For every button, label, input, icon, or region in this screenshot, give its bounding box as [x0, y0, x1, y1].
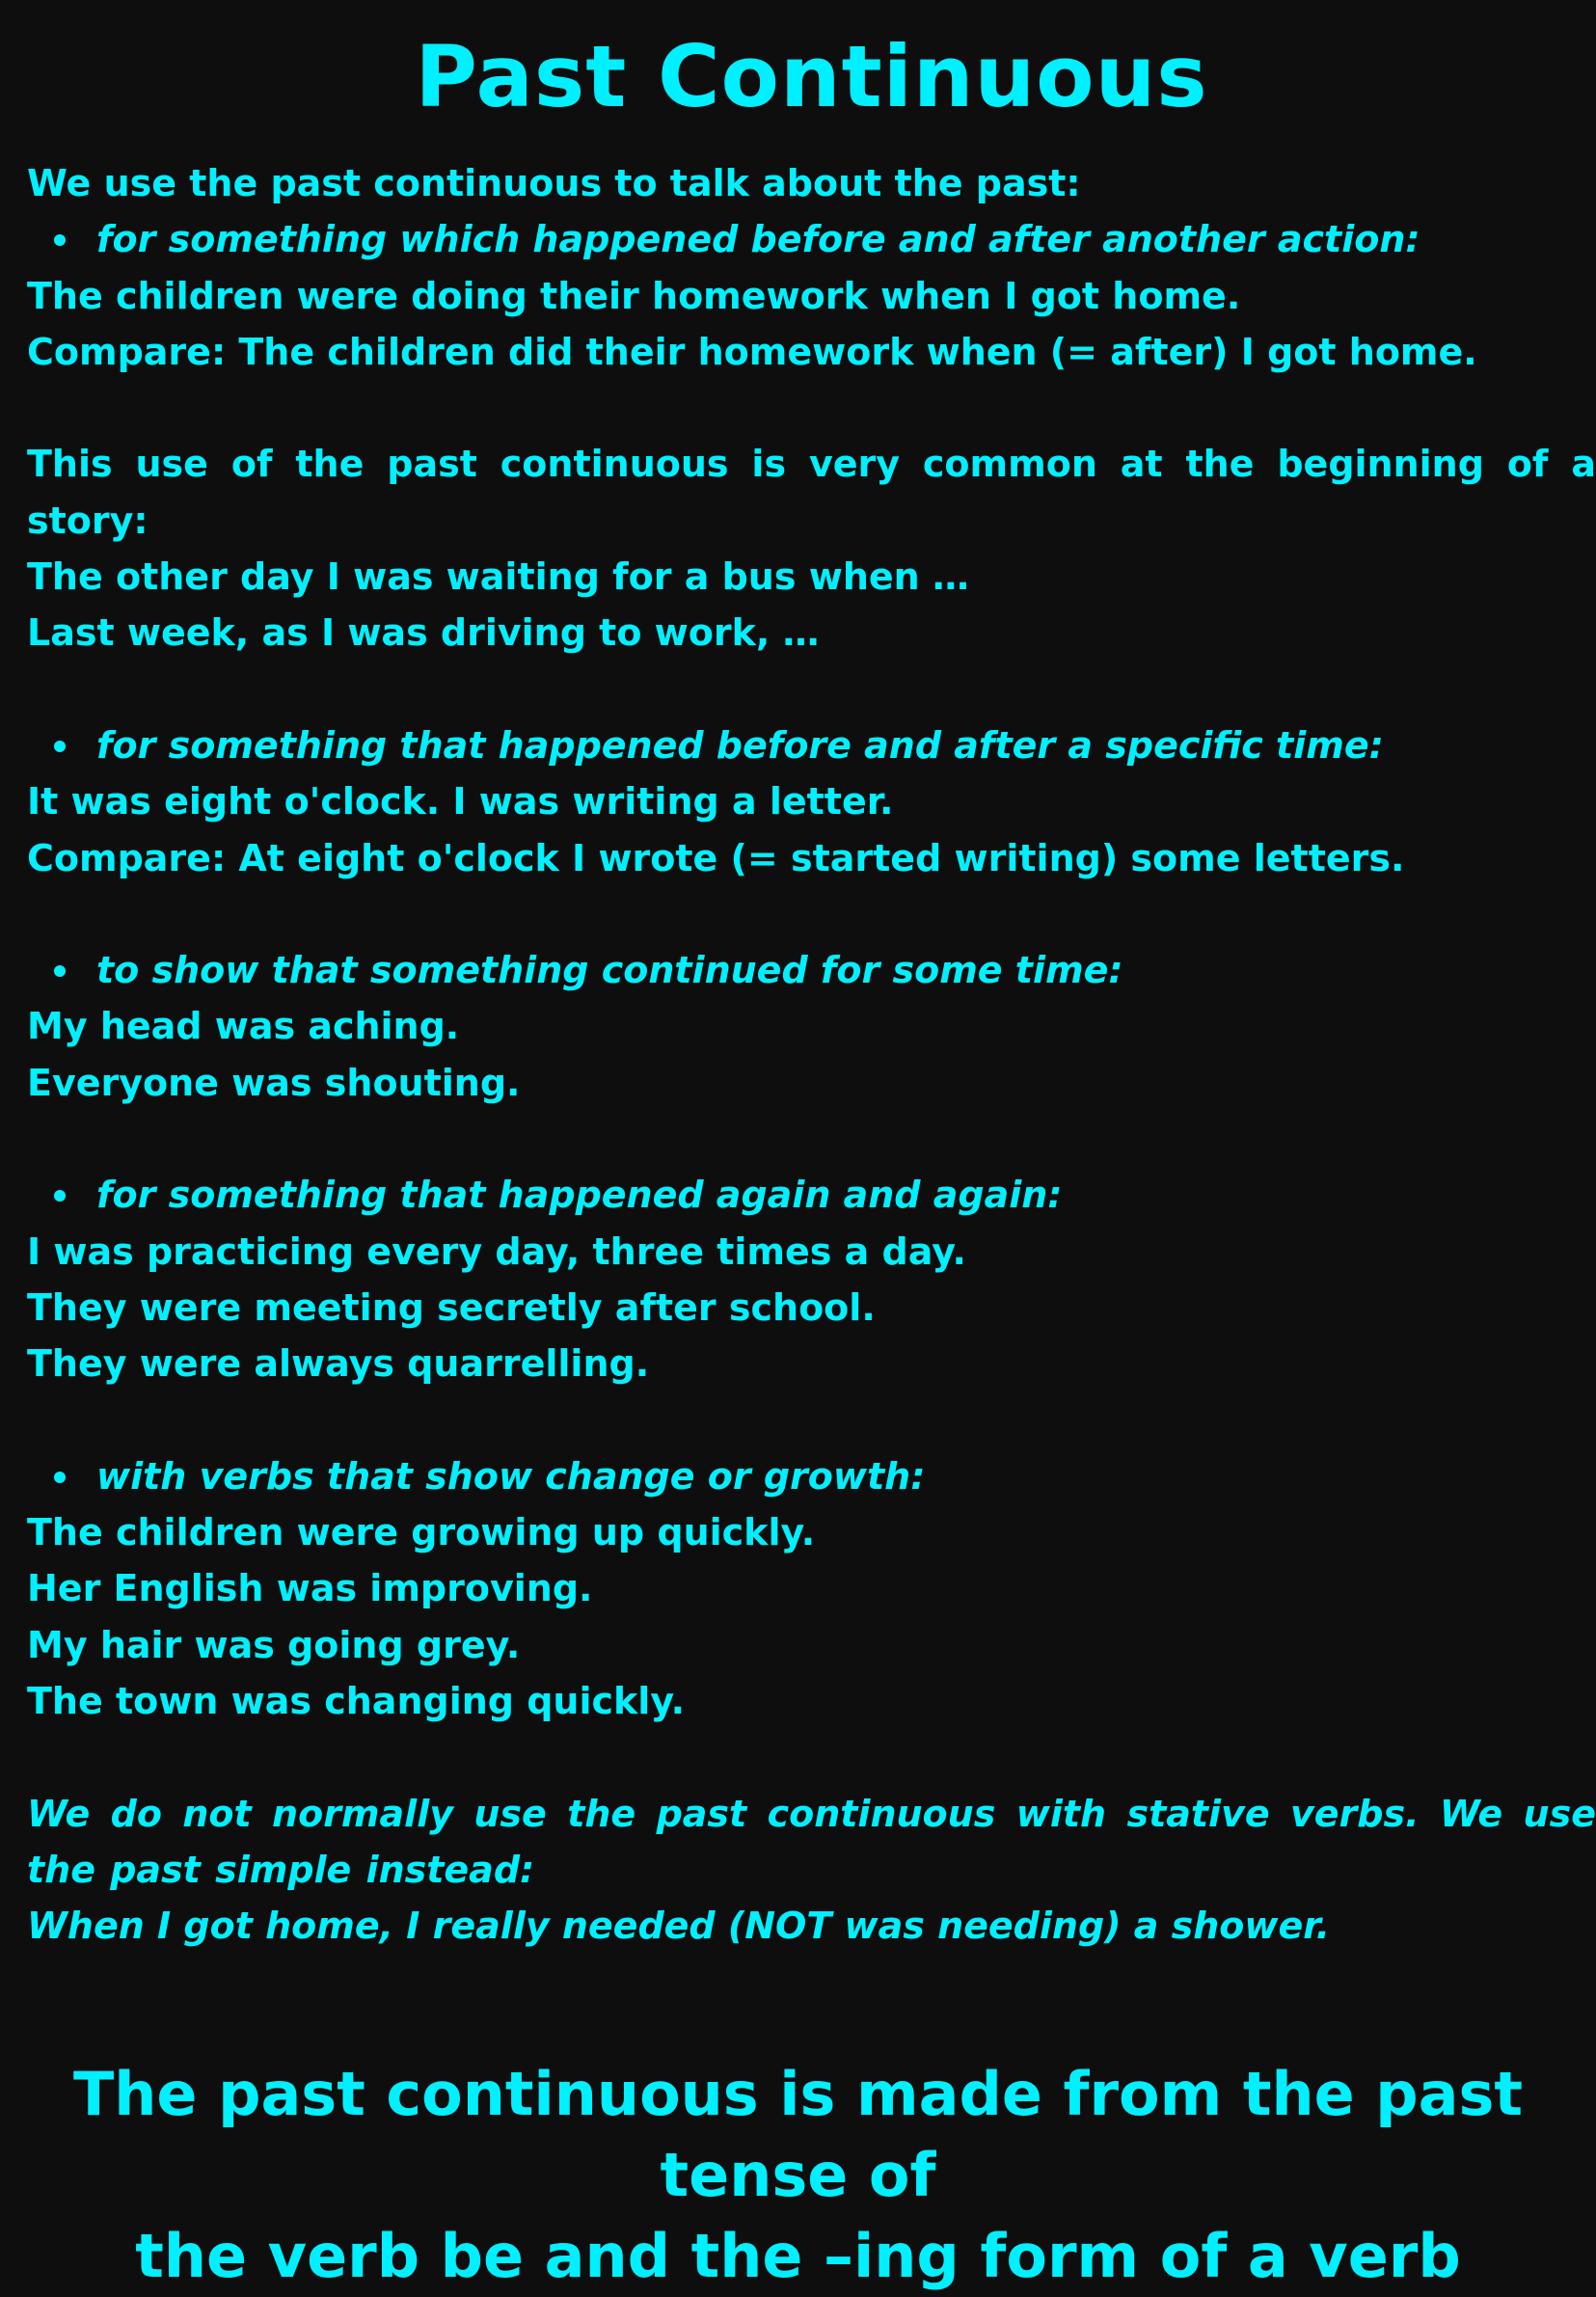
spacer — [27, 380, 1596, 436]
bullet-before-after-action: for something which happened before and after another action: — [27, 211, 1596, 267]
example-line: Last week, as I was driving to work, … — [27, 611, 820, 655]
example-line: Her English was improving. — [27, 1567, 593, 1610]
example-line: The children were doing their homework when I got home. — [27, 274, 1241, 317]
example-line: They were always quarrelling. — [27, 1342, 650, 1386]
example-line: The town was changing quickly. — [27, 1680, 686, 1723]
example-line: The other day I was waiting for a bus when … — [27, 555, 969, 599]
example-line: Compare: At eight o'clock I wrote (= started writing) some letters. — [27, 836, 1405, 879]
document-body — [27, 155, 1596, 1955]
example-line: I was practicing every day, three times a day. — [27, 1230, 966, 1273]
example-line: They were meeting secretly after school. — [27, 1285, 876, 1329]
example-line: It was eight o'clock. I was writing a letter. — [27, 780, 894, 824]
formation-line-1: The past continuous is made from the past tense of — [73, 2059, 1523, 2210]
formation-summary — [0, 2054, 1596, 2297]
example-line: My head was aching. — [27, 1005, 460, 1048]
example-line: My hair was going grey. — [27, 1623, 521, 1666]
story-paragraph: This use of the past continuous is very common at the beginning of a story: — [27, 443, 1596, 542]
example-line: The children were growing up quickly. — [27, 1511, 816, 1554]
bullet-change-growth: with verbs that show change or growth: — [27, 1448, 1596, 1504]
bullet-again-and-again: for something that happened again and again: — [27, 1167, 1596, 1223]
spacer — [27, 1111, 1596, 1167]
bullet-specific-time: for something that happened before and after a specific time: — [27, 717, 1596, 773]
spacer — [27, 1729, 1596, 1785]
bullet-continued: to show that something continued for some time: — [27, 942, 1596, 998]
spacer — [27, 886, 1596, 942]
note-example: When I got home, I really needed (NOT was needing) a shower. — [27, 1905, 1331, 1948]
example-line: Everyone was shouting. — [27, 1061, 521, 1104]
page-title: Past Continuous — [415, 27, 1208, 126]
formation-line-2: the verb be and the –ing form of a verb — [135, 2221, 1461, 2291]
stative-verbs-note: We do not normally use the past continuous with stative verbs. We use the past simple instead: — [27, 1792, 1596, 1891]
spacer — [27, 662, 1596, 717]
intro-text: We use the past continuous to talk about the past: — [27, 162, 1081, 204]
spacer — [27, 1392, 1596, 1448]
example-line: Compare: The children did their homework when (= after) I got home. — [27, 330, 1477, 373]
